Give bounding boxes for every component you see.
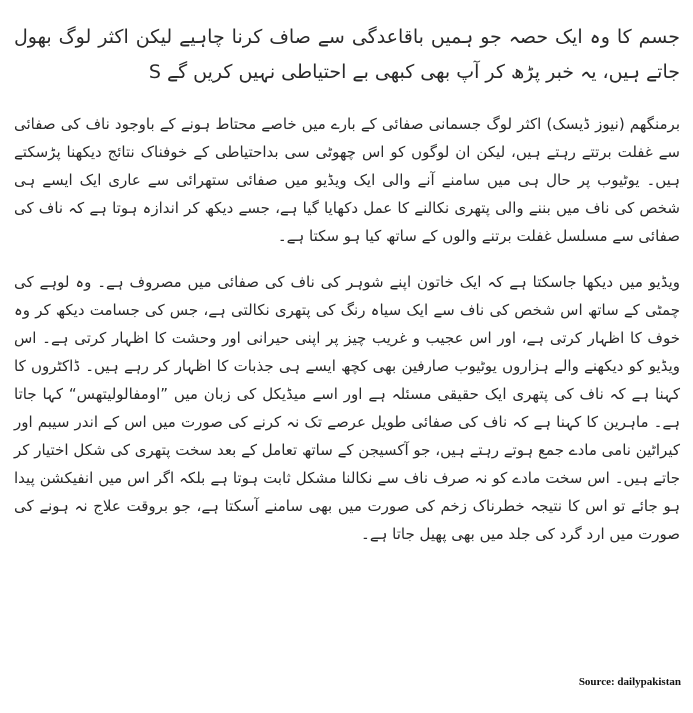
article-headline: جسم کا وہ ایک حصہ جو ہمیں باقاعدگی سے صاف کرنا چاہیے لیکن اکثر لوگ بھول جاتے ہیں، یہ خبر پڑھ کر آپ بھی کبھی بے احتیاطی نہیں کریں گے S	[14, 26, 680, 83]
source-credit: Source: dailypakistan	[578, 676, 681, 688]
article-paragraph-1: برمنگھم (نیوز ڈیسک) اکثر لوگ جسمانی صفائی کے بارے میں خاصے محتاط ہونے کے باوجود ناف کی صفائی سے غفلت برتتے رہتے ہیں، لیکن ان لوگوں کو اس چھوٹی سی بداحتیاطی کے خوفناک نتائج دیکھنا پڑسکتے ہیں۔ یوٹیوب پر حال ہی میں سامنے آنے والی ایک ویڈیو میں صفائی ستھرائی سے عاری ایک ایسے ہی شخص کی ناف میں بننے والی پتھری نکالنے کا عمل دکھایا گیا ہے، جسے دیکھ کر اندازہ ہوتا ہے کہ ناف کی صفائی سے مسلسل غفلت برتنے والوں کے ساتھ کیا ہو سکتا ہے۔	[14, 115, 680, 245]
article	[14, 20, 680, 566]
article-paragraph-2: ویڈیو میں دیکھا جاسکتا ہے کہ ایک خاتون اپنے شوہر کی ناف کی صفائی میں مصروف ہے۔ وہ لوہے کی چمٹی کے ساتھ اس شخص کی ناف سے ایک سیاہ رنگ کی پتھری نکالتی ہے، جس کی جسامت دیکھ کر وہ خوف کا اظہار کرتی ہے، اور اس عجیب و غریب چیز پر اپنی حیرانی اور وحشت کا اظہار کرتی ہے۔ اس ویڈیو کو دیکھنے والے ہزاروں یوٹیوب صارفین بھی کچھ ایسے ہی جذبات کا اظہار کر رہے ہیں۔ ڈاکٹروں کا کہنا ہے کہ ناف کی پتھری ایک حقیقی مسئلہ ہے اور اسے میڈیکل کی زبان میں ”اومفالولیتھس“ کہا جاتا ہے۔ ماہرین کا کہنا ہے کہ ناف کی صفائی طویل عرصے تک نہ کرنے کی صورت میں اس کے اندر سیبم اور کیراٹین نامی مادے جمع ہوتے رہتے ہیں، جو آکسیجن کے ساتھ تعامل کے بعد سخت پتھری کی شکل اختیار کر جاتے ہیں۔ اس سخت مادے کو نہ صرف ناف سے نکالنا مشکل ثابت ہوتا ہے بلکہ اگر اس میں انفیکشن پیدا ہو جائے تو اس کا نتیجہ خطرناک زخم کی صورت میں بھی سامنے آسکتا ہے، جو بروقت علاج نہ ہونے کی صورت میں ارد گرد کی جلد میں بھی پھیل جاتا ہے۔	[14, 273, 680, 543]
